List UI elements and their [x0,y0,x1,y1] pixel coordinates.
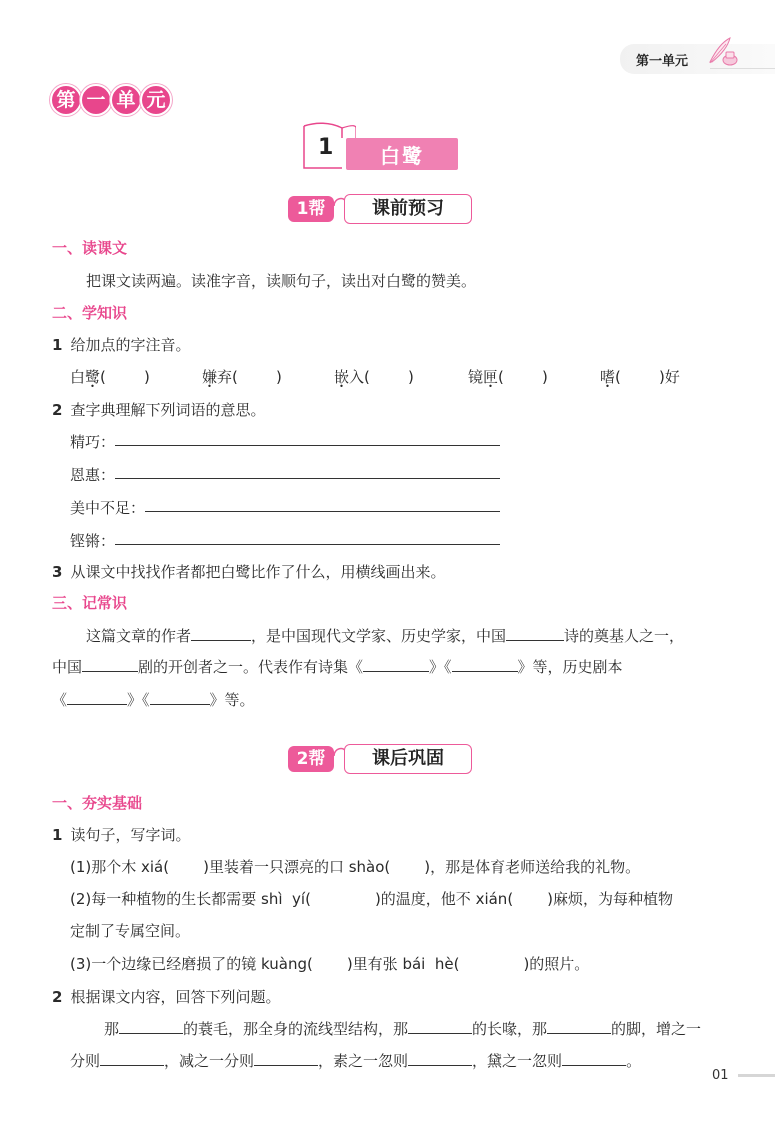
fill-text: 的蓑毛，那全身的流线型结构，那 [183,1020,409,1038]
answer-blank[interactable] [452,657,518,672]
question-text: 给加点的字注音。 [70,336,191,354]
dotted-char: 嫌 [202,368,218,386]
memo-text: 》等，历史剧本 [517,658,623,676]
sentence-3 [70,953,589,974]
memo-text: ，是中国现代文学家、历史学家，中国 [251,627,507,645]
fill-text: ，减之一分则 [164,1052,255,1070]
quill-ink-icon [706,36,740,68]
memo-text: 》《 [127,691,150,709]
question-3 [52,561,445,582]
question-2 [52,986,280,1007]
question-text: 根据课文内容，回答下列问题。 [70,988,281,1006]
word-definition-row [70,464,500,485]
word-label: 铿锵： [70,532,116,550]
question-number: 1 [52,336,63,354]
page-number-bar [738,1074,775,1077]
memo-line [52,656,623,677]
unit-badge-char: 一 [80,84,112,116]
fill-text: ，黛之一忽则 [472,1052,563,1070]
answer-blank[interactable] [150,690,210,705]
pinyin-blank[interactable]: ( ) [498,368,548,386]
unit-badge-char: 元 [140,84,172,116]
pinyin-item [334,366,414,387]
answer-line[interactable] [115,530,500,545]
lesson-number: 1 [318,135,334,160]
answer-blank[interactable] [506,626,564,641]
fill-text: 的脚，增之一 [611,1020,702,1038]
memo-line [52,689,255,710]
word-label: 恩惠： [70,466,116,484]
question-text: 查字典理解下列词语的意思。 [70,401,266,419]
unit-badge-char: 第 [50,84,82,116]
sentence-2-cont: 定制了专属空间。 [70,922,191,940]
answer-blank[interactable] [82,657,138,672]
section-badge-number: 2帮 [288,746,334,772]
answer-blank[interactable] [408,1051,472,1066]
pinyin-item [468,366,548,387]
pinyin-blank[interactable]: 弃( ) [217,368,282,386]
memo-line [86,625,684,646]
pinyin-pre: 镜 [468,368,484,386]
memo-text: 》《 [429,658,452,676]
read-instruction: 把课文读两遍。读准字音，读顺句子，读出对白鹭的赞美。 [86,272,477,290]
memo-text: 》等。 [209,691,255,709]
answer-blank[interactable] [254,1051,318,1066]
question-number: 1 [52,826,63,844]
dotted-char: 嗜 [600,368,616,386]
answer-blank[interactable] [408,1019,472,1034]
fill-line [104,1018,701,1039]
pinyin-blank[interactable]: ( ) [100,368,150,386]
answer-blank[interactable] [562,1051,626,1066]
unit-tab-label: 第一单元 [636,54,689,69]
memo-text: 剧的开创者之一。代表作有诗集《 [138,658,364,676]
unit-badge [50,84,170,116]
fill-text: 的长喙，那 [472,1020,548,1038]
question-text: 从课文中找找作者都把白鹭比作了什么，用横线画出来。 [70,563,446,581]
heading-learn: 二、学知识 [52,304,128,322]
question-number: 2 [52,401,63,419]
sentence-text: )的照片。 [523,955,590,973]
sentence-text: )麻烦，为每种植物 [547,890,674,908]
question-1 [52,334,190,355]
dotted-char: 匣 [483,368,499,386]
sentence-1 [70,856,640,877]
dotted-char: 鹭 [85,368,101,386]
pinyin-item [202,366,282,387]
memo-text: 诗的奠基人之一， [564,627,685,645]
sentence-text: )里装着一只漂亮的口 shào( [203,858,391,876]
answer-blank[interactable] [67,690,127,705]
question-2 [52,399,265,420]
answer-blank[interactable] [191,626,251,641]
page-number: 01 [712,1068,729,1083]
fill-text: 分则 [70,1052,101,1070]
header-rule [710,68,775,69]
answer-blank[interactable] [100,1051,164,1066]
question-1 [52,824,190,845]
lesson-title: 白鹭 [380,144,424,168]
question-text: 读句子，写字词。 [70,826,191,844]
pinyin-item [70,366,150,387]
section-badge-title: 课后巩固 [344,744,472,774]
answer-line[interactable] [115,464,500,479]
fill-text: 。 [626,1052,642,1070]
heading-memo: 三、记常识 [52,594,128,612]
word-definition-row [70,530,500,551]
memo-text: 《 [52,691,68,709]
pinyin-item [600,366,680,387]
word-label: 精巧： [70,433,116,451]
fill-text: ，素之一忽则 [318,1052,409,1070]
section-badge-number: 1帮 [288,196,334,222]
unit-badge-char: 单 [110,84,142,116]
sentence-text: )，那是体育老师送给我的礼物。 [424,858,641,876]
sentence-text: (2)每一种植物的生长都需要 shì yí( [70,890,311,908]
sentence-text: (3)一个边缘已经磨损了的镜 kuàng( [70,955,313,973]
sentence-text: (1)那个木 xiá( [70,858,170,876]
question-number: 2 [52,988,63,1006]
word-definition-row [70,431,500,452]
word-definition-row [70,497,500,518]
question-number: 3 [52,563,63,581]
sentence-text: )里有张 bái hè( [346,955,460,973]
sentence-text: )的温度，他不 xián( [374,890,514,908]
fill-text: 那 [104,1020,120,1038]
memo-text: 这篇文章的作者 [86,627,192,645]
heading-read: 一、读课文 [52,239,128,257]
dotted-char: 嵌 [334,368,350,386]
section-badge-title: 课前预习 [344,194,472,224]
heading-basics: 一、夯实基础 [52,794,143,812]
pinyin-blank[interactable]: 入( ) [349,368,414,386]
word-label: 美中不足： [70,499,146,517]
pinyin-pre: 白 [70,368,86,386]
sentence-2 [70,888,673,909]
answer-blank[interactable] [547,1019,611,1034]
memo-text: 中国 [52,658,83,676]
answer-blank[interactable] [119,1019,183,1034]
pinyin-blank[interactable]: ( )好 [615,368,680,386]
answer-line[interactable] [145,497,500,512]
answer-blank[interactable] [363,657,429,672]
fill-line [70,1050,641,1071]
answer-line[interactable] [115,431,500,446]
